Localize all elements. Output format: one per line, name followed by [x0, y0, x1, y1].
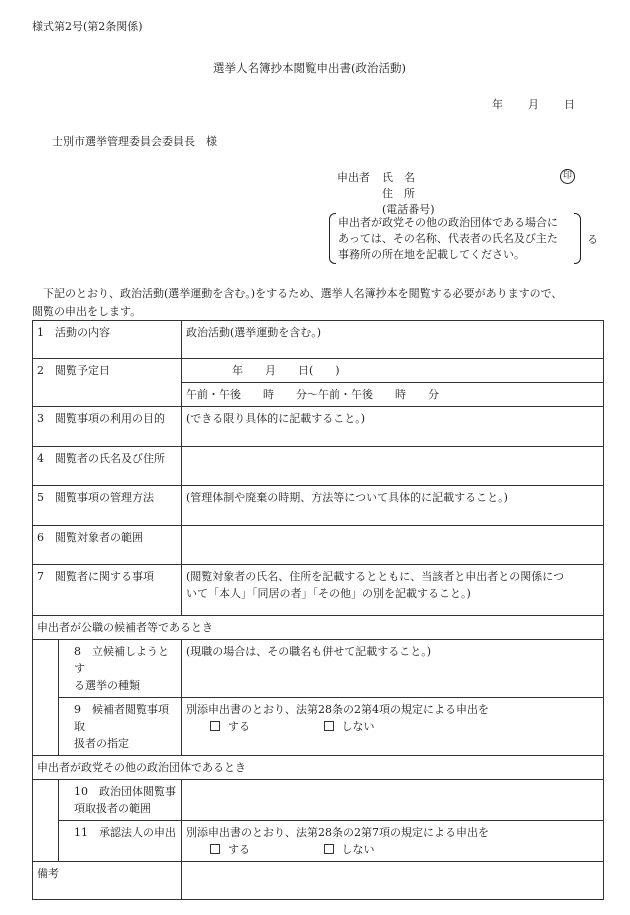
application-table — [32, 320, 604, 900]
activity-value: 政治活動(選挙運動を含む。) — [182, 321, 604, 359]
viewer-info-label: 7 閲覧者に関する事項 — [33, 565, 182, 616]
management-method-label: 5 閲覧事項の管理方法 — [33, 486, 182, 526]
table-row — [33, 526, 604, 565]
table-row — [33, 756, 604, 780]
seal-mark: 印 — [560, 169, 575, 184]
intro-paragraph — [32, 285, 562, 321]
date-line — [492, 98, 575, 111]
party-handler-label: 10 政治団体閲覧事 項取扱者の範囲 — [59, 780, 182, 821]
table-row — [33, 359, 604, 383]
purpose-label: 3 閲覧事項の利用の目的 — [33, 407, 182, 447]
note-suffix: る — [587, 233, 598, 246]
purpose-field[interactable]: (できる限り具体的に記載すること。) — [182, 407, 604, 447]
applicant-block — [337, 170, 435, 218]
viewer-name-address-field[interactable] — [182, 447, 604, 486]
management-method-field[interactable]: (管理体制や廃棄の時期、方法等について具体的に記載すること。) — [182, 486, 604, 526]
checkbox-icon[interactable] — [210, 844, 220, 854]
target-scope-label: 6 閲覧対象者の範囲 — [33, 526, 182, 565]
table-row — [33, 640, 604, 698]
activity-label: 1 活動の内容 — [33, 321, 182, 359]
intro-line-1: 下記のとおり、政治活動(選挙運動を含む。)をするため、選挙人名簿抄本を閲覧する必要がありますので、 — [43, 287, 563, 300]
viewer-info-field[interactable]: (閲覧対象者の氏名、住所を記載するとともに、当該者と申出者との関係につ いて「本人」「同居の者」「その他」の別を記載すること。) — [182, 565, 604, 616]
table-row — [33, 780, 604, 821]
election-type-field[interactable]: (現職の場合は、その職名も併せて記載すること。) — [182, 640, 604, 698]
document-title: 選挙人名簿抄本閲覧申出書(政治活動) — [213, 61, 406, 75]
approved-corp-field: 別添申出書のとおり、法第28条の2第7項の規定による申出を する しない — [182, 821, 604, 862]
candidate-option-yes[interactable]: する — [210, 718, 250, 735]
remarks-field[interactable] — [182, 862, 604, 900]
bracket-right — [574, 213, 581, 264]
date-year: 年 — [492, 98, 503, 111]
bracket-left — [329, 213, 336, 264]
date-month: 月 — [528, 98, 539, 111]
table-row — [33, 486, 604, 526]
viewer-name-address-label: 4 閲覧者の氏名及び住所 — [33, 447, 182, 486]
candidate-handler-field: 別添申出書のとおり、法第28条の2第4項の規定による申出を する しない — [182, 698, 604, 756]
viewing-time-field[interactable]: 午前・午後 時 分～午前・午後 時 分 — [182, 383, 604, 407]
table-row — [33, 821, 604, 862]
checkbox-icon[interactable] — [324, 721, 334, 731]
checkbox-icon[interactable] — [324, 844, 334, 854]
viewing-date-field[interactable]: 年 月 日( ) — [182, 359, 604, 383]
corp-option-no[interactable]: しない — [324, 841, 375, 858]
form-number-label: 様式第2号(第2条関係) — [32, 20, 143, 33]
table-row — [33, 565, 604, 616]
remarks-label: 備考 — [33, 862, 182, 900]
checkbox-icon[interactable] — [210, 721, 220, 731]
section-candidate: 申出者が公職の候補者等であるとき — [33, 616, 604, 640]
viewing-date-label: 2 閲覧予定日 — [33, 359, 182, 407]
section-indent — [33, 698, 59, 756]
table-row — [33, 447, 604, 486]
note-line-2: あっては、その名称、代表者の氏名及び主た — [338, 232, 558, 245]
applicant-label: 申出者 — [337, 171, 370, 184]
target-scope-field[interactable] — [182, 526, 604, 565]
phone-label: (電話番号) — [382, 203, 435, 216]
name-label: 氏 名 — [382, 171, 415, 184]
address-label: 住 所 — [382, 187, 415, 200]
section-party: 申出者が政党その他の政治団体であるとき — [33, 756, 604, 780]
section-indent — [33, 780, 59, 821]
note-line-1: 申出者が政党その他の政治団体である場合に — [338, 216, 558, 229]
party-handler-field[interactable] — [182, 780, 604, 821]
section-indent — [33, 821, 59, 862]
organization-note — [329, 213, 581, 264]
section-indent — [33, 640, 59, 698]
addressee: 士別市選挙管理委員会委員長 様 — [52, 135, 217, 148]
date-day: 日 — [564, 98, 575, 111]
note-line-3: 事務所の所在地を記載してください。 — [338, 248, 525, 261]
table-row — [33, 407, 604, 447]
candidate-handler-label: 9 候補者閲覧事項取 扱者の指定 — [59, 698, 182, 756]
election-type-label: 8 立候補しようとす る選挙の種類 — [59, 640, 182, 698]
table-row — [33, 862, 604, 900]
corp-option-yes[interactable]: する — [210, 841, 250, 858]
table-row — [33, 321, 604, 359]
approved-corp-label: 11 承認法人の申出 — [59, 821, 182, 862]
candidate-option-no[interactable]: しない — [324, 718, 375, 735]
table-row — [33, 616, 604, 640]
intro-line-2: 閲覧の申出をします。 — [32, 305, 142, 318]
table-row — [33, 698, 604, 756]
